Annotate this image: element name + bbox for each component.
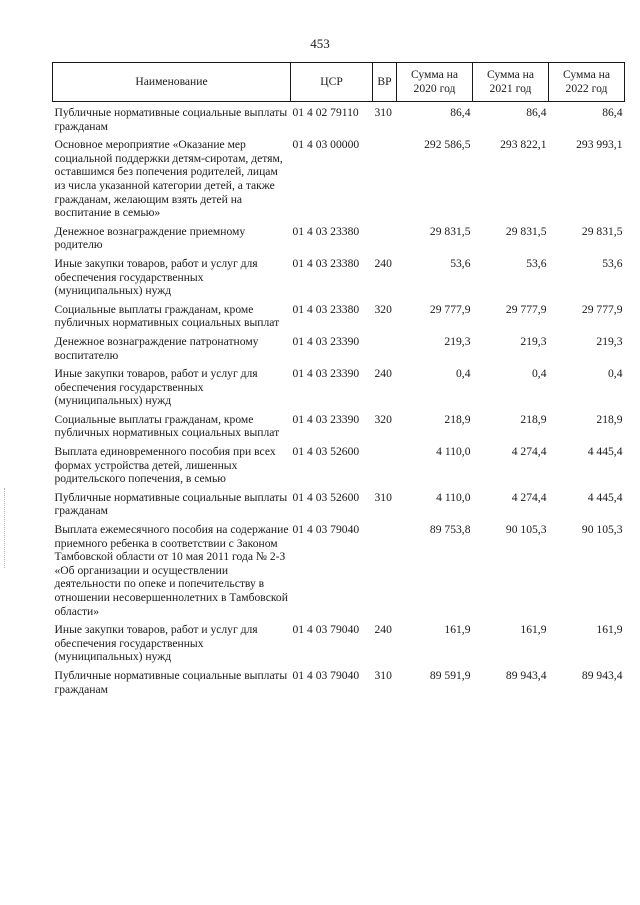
- row-sum-2020: 29 831,5: [429, 224, 471, 238]
- table-header: [53, 63, 625, 107]
- row-csr-code: 01 4 03 23390: [292, 412, 360, 426]
- row-sum-2021: 29 777,9: [505, 302, 547, 316]
- row-sum-2022: 29 777,9: [581, 302, 623, 316]
- row-csr-code: 01 4 02 79110: [292, 106, 359, 119]
- row-name: Денежное вознаграждение приемному родителю: [54, 224, 246, 252]
- table-row: [53, 523, 625, 623]
- row-name: Выплата единовременного пособия при всех формах устройства детей, лишенных родительского попечения, в семью: [54, 445, 276, 486]
- row-vr-code: [373, 445, 397, 491]
- row-sum-2022: 293 993,1: [576, 138, 623, 152]
- row-vr-code: [373, 523, 397, 623]
- table-row: [53, 225, 625, 257]
- row-sum-2020: 86,4: [450, 106, 471, 119]
- row-sum-2022: 0,4: [608, 367, 623, 381]
- row-sum-2021: 293 822,1: [500, 138, 547, 152]
- table-row: [53, 445, 625, 491]
- row-sum-2020: 4 110,0: [436, 445, 471, 459]
- table-row: [53, 138, 625, 225]
- row-csr-code: 01 4 03 23380: [292, 302, 360, 316]
- header-row: [53, 63, 625, 102]
- budget-table: [52, 62, 625, 701]
- row-vr-code: 310: [374, 106, 392, 119]
- row-sum-2021: 4 274,4: [511, 445, 547, 459]
- row-sum-2020: 89 591,9: [429, 668, 471, 682]
- row-sum-2022: 4 445,4: [587, 490, 623, 504]
- row-name: Публичные нормативные социальные выплаты гражданам: [54, 106, 288, 133]
- header-sum-2021: Сумма на 2021 год: [473, 63, 549, 102]
- row-sum-2020: 4 110,0: [436, 490, 471, 504]
- row-vr-code: [373, 225, 397, 257]
- header-sum-2022: Сумма на 2022 год: [549, 63, 625, 102]
- row-csr-code: 01 4 03 23390: [292, 334, 360, 348]
- row-vr-code: 240: [374, 367, 392, 381]
- row-sum-2021: 53,6: [526, 256, 547, 270]
- row-vr-code: 310: [374, 490, 392, 504]
- margin-stamp-mark: [4, 488, 8, 568]
- row-csr-code: 01 4 03 79040: [292, 668, 360, 682]
- row-name: Иные закупки товаров, работ и услуг для обеспечения государственных (муниципальных) нужд: [54, 623, 258, 664]
- row-sum-2022: 161,9: [596, 623, 623, 637]
- row-name: Выплата ежемесячного пособия на содержание приемного ребенка в соответствии с Законом Тамбовской области от 10 мая 2011 года № 2-З «Об организации и осуществлении деятельности по опеке и попечительству в отношении несовершеннолетних в Тамбовской области»: [54, 523, 289, 618]
- row-name: Иные закупки товаров, работ и услуг для обеспечения государственных (муниципальных) нужд: [54, 256, 258, 298]
- row-sum-2021: 89 943,4: [505, 668, 547, 682]
- header-name: Наименование: [53, 63, 291, 102]
- table-row: [53, 106, 625, 138]
- table-row: [53, 491, 625, 523]
- row-csr-code: 01 4 03 79040: [292, 623, 360, 637]
- row-sum-2020: 161,9: [444, 623, 471, 637]
- row-csr-code: 01 4 03 00000: [292, 138, 360, 152]
- row-sum-2022: 86,4: [602, 106, 623, 119]
- row-name: Социальные выплаты гражданам, кроме публичных нормативных социальных выплат: [54, 302, 280, 330]
- row-vr-code: 240: [374, 623, 392, 637]
- row-sum-2020: 292 586,5: [424, 138, 471, 152]
- row-name: Публичные нормативные социальные выплаты гражданам: [54, 668, 288, 696]
- row-name: Иные закупки товаров, работ и услуг для обеспечения государственных (муниципальных) нужд: [54, 367, 258, 408]
- header-csr: ЦСР: [291, 63, 373, 102]
- row-sum-2021: 218,9: [520, 412, 547, 426]
- row-sum-2021: 0,4: [532, 367, 547, 381]
- header-vr: ВР: [373, 63, 397, 102]
- row-sum-2020: 53,6: [450, 256, 471, 270]
- row-name: Основное мероприятие «Оказание мер социальной поддержки детям-сиротам, детям, оставшимся без попечения родителей, лицам из числа указанной категории детей, а также гражданам, желающим взять детей на воспитание в семью»: [54, 138, 283, 220]
- table-row: [53, 257, 625, 303]
- row-sum-2021: 161,9: [520, 623, 547, 637]
- row-sum-2021: 4 274,4: [511, 490, 547, 504]
- table-row: [53, 303, 625, 335]
- row-sum-2020: 0,4: [456, 367, 471, 381]
- row-name: Денежное вознаграждение патронатному воспитателю: [54, 334, 259, 362]
- row-csr-code: 01 4 03 23380: [292, 224, 360, 238]
- row-name: Социальные выплаты гражданам, кроме публичных нормативных социальных выплат: [54, 412, 280, 440]
- row-sum-2022: 53,6: [602, 256, 623, 270]
- row-sum-2020: 29 777,9: [429, 302, 471, 316]
- table-row: [53, 367, 625, 413]
- row-sum-2021: 86,4: [526, 106, 547, 119]
- row-sum-2021: 90 105,3: [505, 523, 547, 537]
- row-csr-code: 01 4 03 23390: [292, 367, 360, 381]
- table-row: [53, 669, 625, 701]
- row-sum-2022: 218,9: [596, 412, 623, 426]
- row-csr-code: 01 4 03 52600: [292, 445, 360, 459]
- table-body: [53, 106, 625, 701]
- row-sum-2021: 219,3: [520, 334, 547, 348]
- row-sum-2021: 29 831,5: [505, 224, 547, 238]
- row-vr-code: [373, 335, 397, 367]
- budget-page: [52, 62, 624, 701]
- row-sum-2020: 89 753,8: [429, 523, 471, 537]
- row-vr-code: 240: [374, 256, 392, 270]
- row-sum-2022: 4 445,4: [587, 445, 623, 459]
- row-sum-2022: 29 831,5: [581, 224, 623, 238]
- row-vr-code: 310: [374, 668, 392, 682]
- row-vr-code: 320: [374, 412, 392, 426]
- row-csr-code: 01 4 03 23380: [292, 256, 360, 270]
- row-sum-2022: 89 943,4: [581, 668, 623, 682]
- table-row: [53, 413, 625, 445]
- row-vr-code: [373, 138, 397, 225]
- table-row: [53, 335, 625, 367]
- row-sum-2022: 219,3: [596, 334, 623, 348]
- row-sum-2020: 219,3: [444, 334, 471, 348]
- row-csr-code: 01 4 03 79040: [292, 523, 360, 537]
- row-sum-2022: 90 105,3: [581, 523, 623, 537]
- row-name: Публичные нормативные социальные выплаты гражданам: [54, 490, 288, 518]
- row-vr-code: 320: [374, 302, 392, 316]
- table-row: [53, 623, 625, 669]
- row-csr-code: 01 4 03 52600: [292, 490, 360, 504]
- page-number: 453: [310, 36, 330, 51]
- header-sum-2020: Сумма на 2020 год: [397, 63, 473, 102]
- row-sum-2020: 218,9: [444, 412, 471, 426]
